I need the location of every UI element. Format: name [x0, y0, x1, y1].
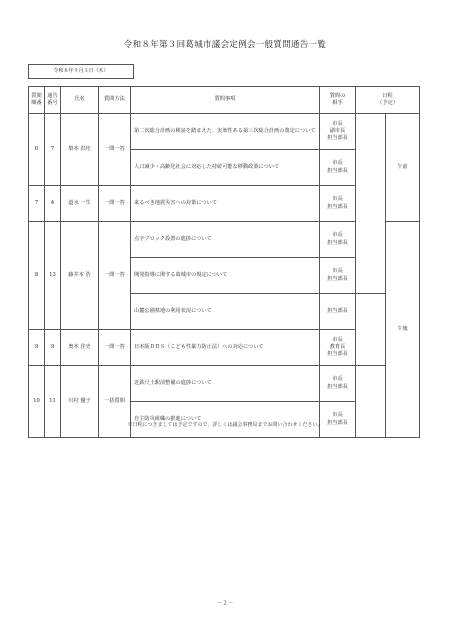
topic-cell: 来るべき地震災害への対策について [131, 186, 320, 222]
method-cell: 一括質問 [99, 366, 131, 438]
notice-number-cell: 11 [45, 366, 61, 438]
respondent-cell: 市長 教育長 担当部長 [320, 330, 356, 366]
topic-cell: 人口減少・高齢化社会に対応した持続可能な移動政策について [131, 150, 320, 186]
respondent-cell: 市長 担当部長 [320, 366, 356, 402]
method-cell: 一問一答 [99, 114, 131, 186]
respondent-cell: 市長 担当部長 [320, 222, 356, 258]
name-cell: 奥本 佳史 [61, 330, 99, 366]
topic-cell: 近鉄尺土駅前整備の進捗について [131, 366, 320, 402]
page-title: 令和８年第３回葛城市議会定例会一般質問通告一覧 [123, 40, 327, 50]
schedule-date-cell [356, 114, 386, 294]
session-date-label: 令和８年９月３日（木） [28, 64, 134, 79]
header-notice-number: 通告 番号 [45, 87, 61, 114]
header-respondent: 質問の 相手 [320, 87, 356, 114]
respondent-cell: 市長 担当部長 [320, 258, 356, 294]
topic-cell: 自主防災組織の推進について [131, 402, 320, 438]
method-cell: 一問一答 [99, 330, 131, 366]
order-cell: 8 [29, 222, 45, 330]
topic-cell: 日本版ＤＢＳ（こども性暴力防止法）への対応について [131, 330, 320, 366]
topic-cell: 第二次総合計画の検証を踏まえた、実効性ある第三次総合計画の策定について [131, 114, 320, 150]
schedule-morning-cell: 午前 [386, 114, 420, 222]
method-cell: 一問一答 [99, 186, 131, 222]
table-row [29, 114, 420, 150]
name-cell: 藤井本 浩 [61, 222, 99, 330]
order-cell: 6 [29, 114, 45, 186]
name-cell: 川村 優子 [61, 366, 99, 438]
name-cell: 道水 一生 [61, 186, 99, 222]
header-method: 質問方法 [99, 87, 131, 114]
respondent-cell: 市長 副市長 担当部長 [320, 114, 356, 150]
table-header-row [29, 87, 420, 114]
topic-cell: 点字ブロック設置の進捗について [131, 222, 320, 258]
name-cell: 梨本 洪珪 [61, 114, 99, 186]
order-cell: 7 [29, 186, 45, 222]
notice-number-cell: 7 [45, 114, 61, 186]
notice-number-cell: 9 [45, 330, 61, 366]
respondent-cell: 担当部長 [320, 294, 356, 330]
page-number: －２－ [216, 601, 234, 607]
notice-number-cell: 13 [45, 222, 61, 330]
question-table [28, 86, 420, 438]
respondent-cell: 市長 担当部長 [320, 402, 356, 438]
order-cell: 9 [29, 330, 45, 366]
header-topic: 質問事項 [131, 87, 320, 114]
table-row [29, 330, 420, 366]
respondent-cell: 市長 担当部長 [320, 186, 356, 222]
topic-cell: 開発指導に関する葛城市の規定について [131, 258, 320, 294]
respondent-cell: 市長 担当部長 [320, 150, 356, 186]
order-cell: 10 [29, 366, 45, 438]
header-schedule: 日程 （予定） [356, 87, 420, 114]
footnote: ※日程につきましては予定ですので、詳しくは議会事務局までお問い合わせください。 [127, 422, 323, 428]
method-cell: 一問一答 [99, 222, 131, 330]
notice-number-cell: 4 [45, 186, 61, 222]
header-name: 氏名 [61, 87, 99, 114]
schedule-afternoon-cell: 午後 [386, 222, 420, 438]
table-row [29, 366, 420, 402]
topic-cell: 山麓公園墓地の利用状況について [131, 294, 320, 330]
header-order: 質問 順番 [29, 87, 45, 114]
